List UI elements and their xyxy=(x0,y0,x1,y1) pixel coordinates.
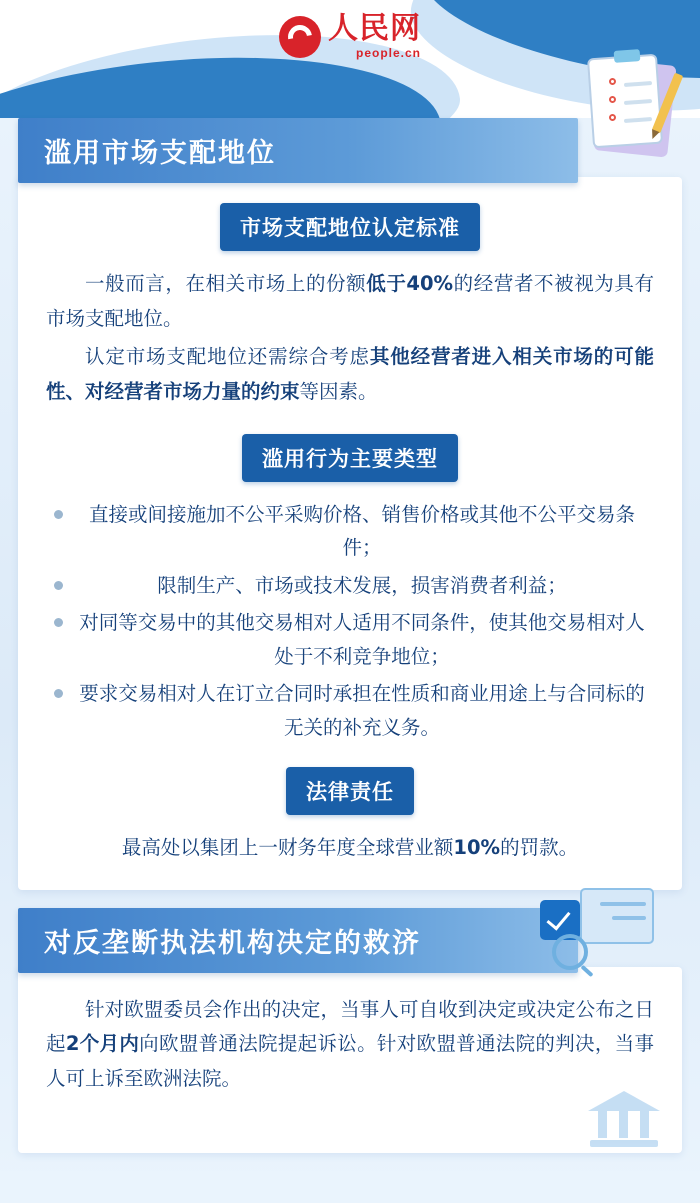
list-item: 直接或间接施加不公平采购价格、销售价格或其他不公平交易条件； xyxy=(46,498,654,565)
clipboard-clip-icon xyxy=(614,49,641,63)
paragraph-additional-factors: 认定市场支配地位还需综合考虑其他经营者进入相关市场的可能性、对经营者市场力量的约束等因素。 xyxy=(46,345,654,404)
courthouse-column-icon xyxy=(598,1110,607,1138)
list-item: 对同等交易中的其他交易相对人适用不同条件，使其他交易相对人处于不利竞争地位； xyxy=(46,606,654,673)
bullet-dot-icon xyxy=(54,510,63,519)
subheading-dominance-criteria: 市场支配地位认定标准 xyxy=(220,203,480,251)
section-title-abuse-of-dominance: 滥用市场支配地位 xyxy=(18,118,578,183)
courthouse-column-icon xyxy=(640,1110,649,1138)
section-card-remedies xyxy=(18,967,682,1153)
list-abuse-types xyxy=(46,498,654,745)
logo-text xyxy=(328,11,421,60)
list-item: 要求交易相对人在订立合同时承担在性质和商业用途上与合同标的无关的补充义务。 xyxy=(46,677,654,744)
section-title-remedies: 对反垄断执法机构决定的救济 xyxy=(18,908,578,973)
section-remedies-against-enforcement xyxy=(18,908,682,1153)
courthouse-roof-icon xyxy=(588,1091,660,1111)
courthouse-column-icon xyxy=(619,1110,628,1138)
people-cn-logo[interactable] xyxy=(279,11,421,60)
courthouse-icon xyxy=(588,1085,660,1147)
section-abuse-of-dominance xyxy=(18,118,682,890)
people-cn-logo-icon xyxy=(279,16,321,58)
logo-title-en: people.cn xyxy=(355,46,421,60)
paragraph-fine-amount: 最高处以集团上一财务年度全球营业额10%的罚款。 xyxy=(121,835,579,859)
page-body xyxy=(0,118,700,1203)
subheading-abuse-types: 滥用行为主要类型 xyxy=(242,434,458,482)
paragraph-appeal-deadline: 针对欧盟委员会作出的决定，当事人可自收到决定或决定公布之日起2个月内向欧盟普通法院提起诉讼。针对欧盟普通法院的判决，当事人可上诉至欧洲法院。 xyxy=(46,997,654,1091)
clipboard-illustration xyxy=(588,56,674,160)
footer-spacer xyxy=(0,1171,700,1193)
checklist-line-icon xyxy=(600,902,646,906)
bullet-dot-icon xyxy=(54,689,63,698)
checklist-line-icon xyxy=(612,916,646,920)
list-item: 限制生产、市场或技术发展，损害消费者利益； xyxy=(46,569,654,603)
paragraph-market-share: 一般而言，在相关市场上的份额低于40%的经营者不被视为具有市场支配地位。 xyxy=(46,272,654,330)
bullet-dot-icon xyxy=(54,581,63,590)
checklist-illustration xyxy=(530,886,660,982)
logo-title-cn: 人民网 xyxy=(328,11,421,46)
section-card-abuse-of-dominance xyxy=(18,177,682,890)
magnifier-icon xyxy=(552,934,588,970)
courthouse-base-icon xyxy=(590,1140,658,1147)
subheading-legal-liability: 法律责任 xyxy=(286,767,414,815)
bullet-dot-icon xyxy=(54,618,63,627)
